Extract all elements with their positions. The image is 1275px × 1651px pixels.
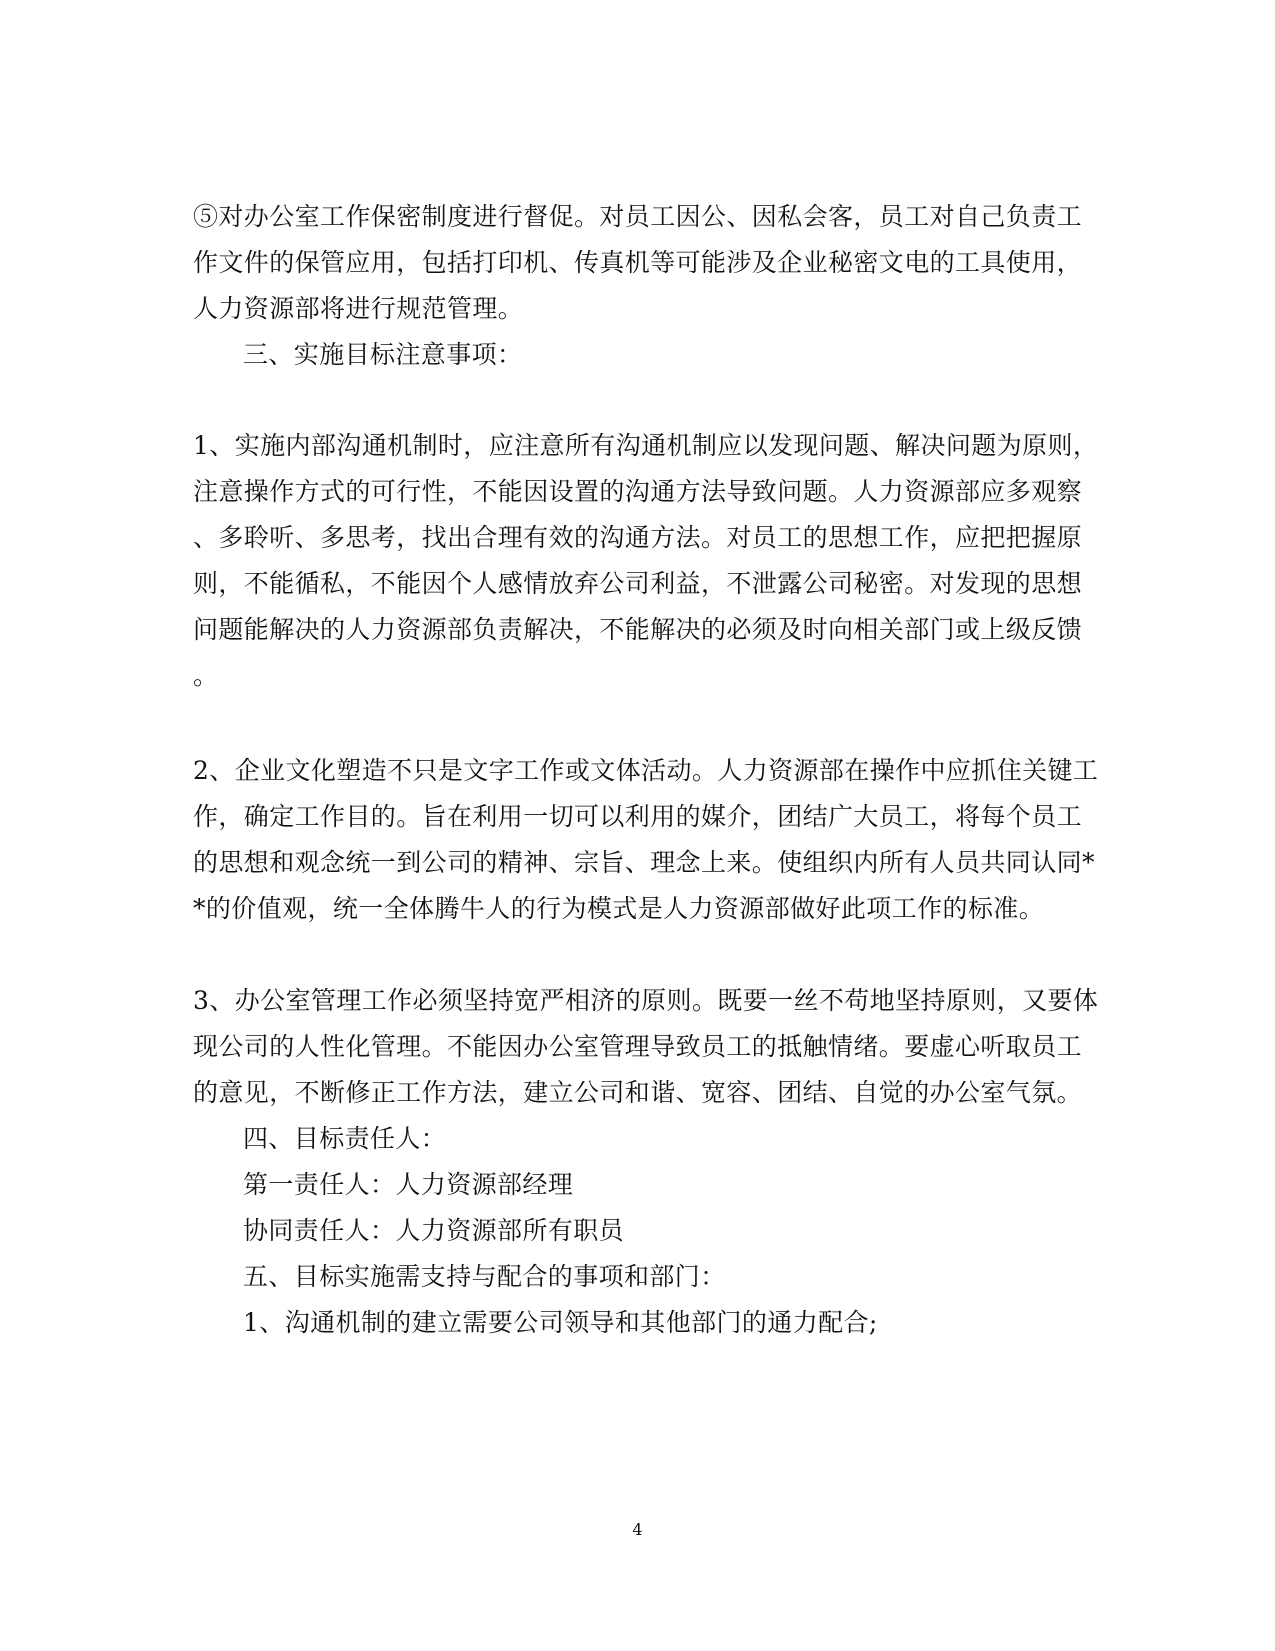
text-line-17: 的意见，不断修正工作方法，建立公司和谐、宽容、团结、自觉的办公室气氛。 [193,1078,1083,1107]
text-line-3: 人力资源部将进行规范管理。 [193,294,524,323]
text-line-20: 协同责任人：人力资源部所有职员 [243,1216,625,1245]
section-heading-5: 五、目标实施需支持与配合的事项和部门： [243,1262,726,1291]
text-line-15: 3、办公室管理工作必须坚持宽严相济的原则。既要一丝不苟地坚持原则，又要体 [193,986,1099,1015]
text-line-7: 、多聆听、多思考，找出合理有效的沟通方法。对员工的思想工作，应把把握原 [193,523,1083,552]
text-line-22: 1、沟通机制的建立需要公司领导和其他部门的通力配合; [243,1308,878,1337]
page-number: 4 [632,1520,643,1539]
text-line-8: 则，不能循私，不能因个人感情放弃公司利益，不泄露公司秘密。对发现的思想 [193,569,1083,598]
text-line-9: 问题能解决的人力资源部负责解决，不能解决的必须及时向相关部门或上级反馈 [193,615,1083,644]
text-line-12: 作，确定工作目的。旨在利用一切可以利用的媒介，团结广大员工，将每个员工 [193,802,1083,831]
text-line-11: 2、企业文化塑造不只是文字工作或文体活动。人力资源部在操作中应抓住关键工 [193,756,1099,785]
text-line-16: 现公司的人性化管理。不能因办公室管理导致员工的抵触情绪。要虚心听取员工 [193,1032,1083,1061]
section-heading-4: 四、目标责任人： [243,1124,447,1153]
text-line-19: 第一责任人：人力资源部经理 [243,1170,574,1199]
text-line-14: *的价值观，统一全体腾牛人的行为模式是人力资源部做好此项工作的标准。 [193,894,1045,923]
text-line-13: 的思想和观念统一到公司的精神、宗旨、理念上来。使组织内所有人员共同认同* [193,848,1095,877]
text-line-6: 注意操作方式的可行性，不能因设置的沟通方法导致问题。人力资源部应多观察 [193,477,1083,506]
text-line-10: 。 [193,661,219,690]
text-line-5: 1、实施内部沟通机制时，应注意所有沟通机制应以发现问题、解决问题为原则， [193,431,1099,460]
text-line-2: 作文件的保管应用，包括打印机、传真机等可能涉及企业秘密文电的工具使用， [193,248,1083,277]
text-line-1: ⑤对办公室工作保密制度进行督促。对员工因公、因私会客，员工对自己负责工 [193,202,1083,231]
section-heading-3: 三、实施目标注意事项： [243,340,523,369]
